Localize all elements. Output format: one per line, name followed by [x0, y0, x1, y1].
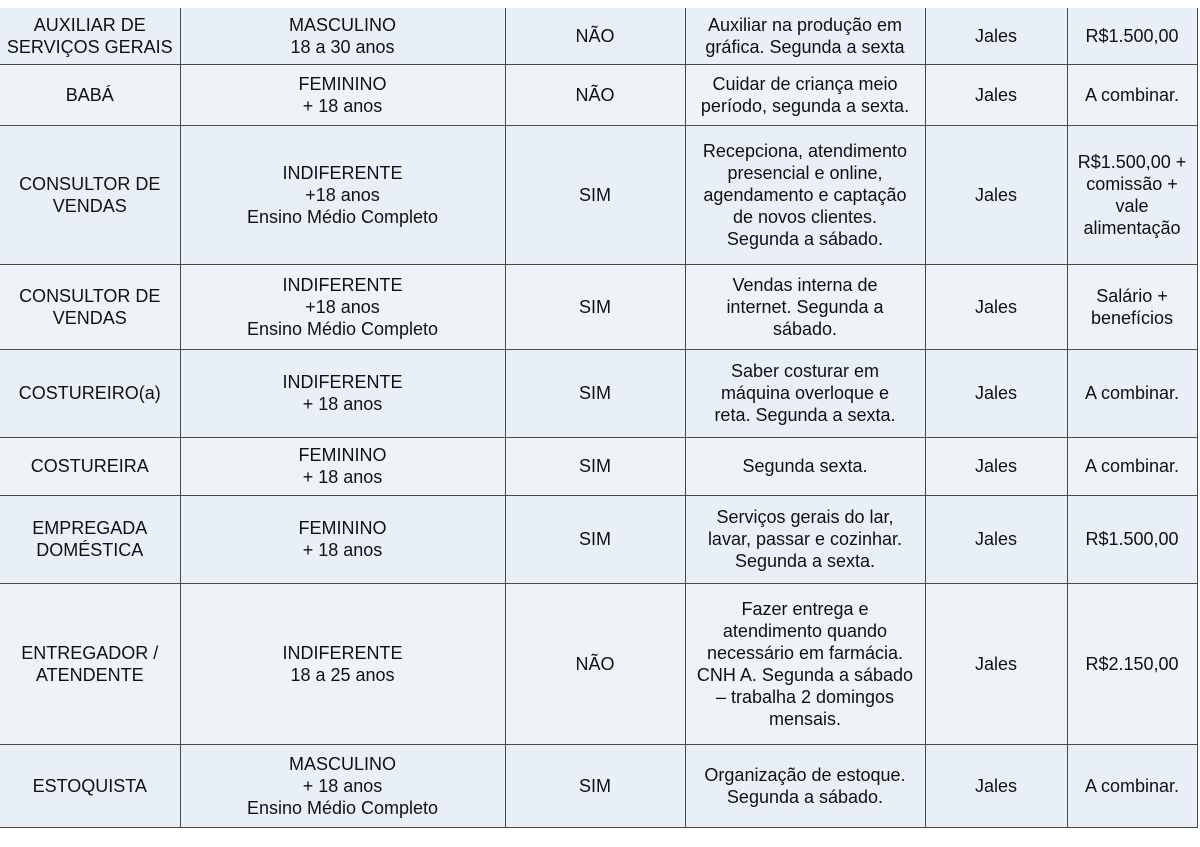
- salary-cell: A combinar.: [1067, 349, 1197, 437]
- experience-cell: SIM: [505, 437, 685, 495]
- job-title-cell: ESTOQUISTA: [0, 744, 180, 827]
- profile-cell: FEMININO + 18 anos: [180, 64, 505, 125]
- description-cell: Cuidar de criança meio período, segunda a sexta.: [685, 64, 925, 125]
- city-cell: Jales: [925, 495, 1067, 583]
- job-title-cell: EMPREGADA DOMÉSTICA: [0, 495, 180, 583]
- experience-cell: NÃO: [505, 583, 685, 744]
- table-row: [0, 64, 1197, 125]
- job-title-cell: CONSULTOR DE VENDAS: [0, 125, 180, 264]
- profile-cell: INDIFERENTE +18 anos Ensino Médio Completo: [180, 125, 505, 264]
- salary-cell: R$1.500,00: [1067, 8, 1197, 64]
- job-title-cell: BABÁ: [0, 64, 180, 125]
- experience-cell: SIM: [505, 744, 685, 827]
- job-title-cell: CONSULTOR DE VENDAS: [0, 264, 180, 349]
- experience-cell: NÃO: [505, 64, 685, 125]
- table-row: [0, 8, 1197, 64]
- description-cell: Fazer entrega e atendimento quando necessário em farmácia. CNH A. Segunda a sábado – trabalha 2 domingos mensais.: [685, 583, 925, 744]
- profile-cell: INDIFERENTE +18 anos Ensino Médio Completo: [180, 264, 505, 349]
- salary-cell: R$1.500,00: [1067, 495, 1197, 583]
- salary-cell: R$2.150,00: [1067, 583, 1197, 744]
- experience-cell: SIM: [505, 349, 685, 437]
- job-title-cell: AUXILIAR DE SERVIÇOS GERAIS: [0, 8, 180, 64]
- salary-cell: A combinar.: [1067, 64, 1197, 125]
- table-row: [0, 495, 1197, 583]
- city-cell: Jales: [925, 349, 1067, 437]
- table-row: [0, 125, 1197, 264]
- description-cell: Serviços gerais do lar, lavar, passar e cozinhar. Segunda a sexta.: [685, 495, 925, 583]
- profile-cell: FEMININO + 18 anos: [180, 437, 505, 495]
- experience-cell: SIM: [505, 495, 685, 583]
- salary-cell: A combinar.: [1067, 437, 1197, 495]
- salary-cell: A combinar.: [1067, 744, 1197, 827]
- experience-cell: SIM: [505, 125, 685, 264]
- table-row: [0, 744, 1197, 827]
- city-cell: Jales: [925, 8, 1067, 64]
- city-cell: Jales: [925, 583, 1067, 744]
- table-row: [0, 264, 1197, 349]
- city-cell: Jales: [925, 264, 1067, 349]
- profile-cell: FEMININO + 18 anos: [180, 495, 505, 583]
- salary-cell: R$1.500,00 + comissão + vale alimentação: [1067, 125, 1197, 264]
- job-listings-table: [0, 8, 1198, 828]
- salary-cell: Salário + benefícios: [1067, 264, 1197, 349]
- city-cell: Jales: [925, 744, 1067, 827]
- table-row: [0, 583, 1197, 744]
- profile-cell: MASCULINO + 18 anos Ensino Médio Completo: [180, 744, 505, 827]
- job-title-cell: ENTREGADOR / ATENDENTE: [0, 583, 180, 744]
- job-title-cell: COSTUREIRA: [0, 437, 180, 495]
- profile-cell: MASCULINO 18 a 30 anos: [180, 8, 505, 64]
- city-cell: Jales: [925, 64, 1067, 125]
- city-cell: Jales: [925, 125, 1067, 264]
- description-cell: Auxiliar na produção em gráfica. Segunda a sexta: [685, 8, 925, 64]
- city-cell: Jales: [925, 437, 1067, 495]
- description-cell: Segunda sexta.: [685, 437, 925, 495]
- experience-cell: SIM: [505, 264, 685, 349]
- table-row: [0, 349, 1197, 437]
- description-cell: Vendas interna de internet. Segunda a sábado.: [685, 264, 925, 349]
- profile-cell: INDIFERENTE 18 a 25 anos: [180, 583, 505, 744]
- table-row: [0, 437, 1197, 495]
- experience-cell: NÃO: [505, 8, 685, 64]
- profile-cell: INDIFERENTE + 18 anos: [180, 349, 505, 437]
- description-cell: Saber costurar em máquina overloque e reta. Segunda a sexta.: [685, 349, 925, 437]
- description-cell: Organização de estoque. Segunda a sábado.: [685, 744, 925, 827]
- description-cell: Recepciona, atendimento presencial e online, agendamento e captação de novos clientes. Segunda a sábado.: [685, 125, 925, 264]
- job-title-cell: COSTUREIRO(a): [0, 349, 180, 437]
